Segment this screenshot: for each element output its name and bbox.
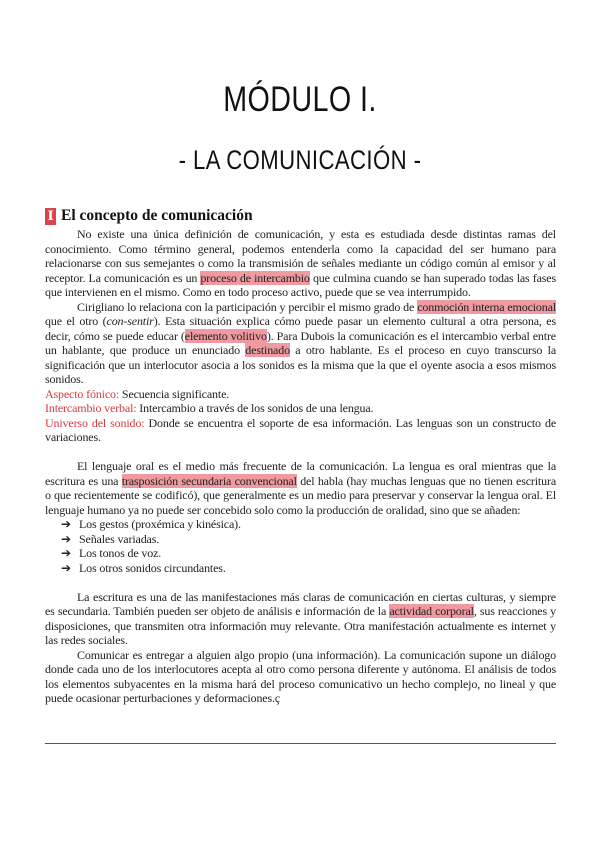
definition-text: Intercambio a través de los sonidos de una lengua. bbox=[136, 401, 374, 415]
section-title: El concepto de comunicación bbox=[61, 207, 253, 224]
list-item bbox=[61, 561, 556, 576]
arrow-icon: ➔ bbox=[61, 531, 71, 546]
highlight-trasposicion: trasposición secundaria convencional bbox=[121, 473, 297, 488]
list-item-text: Los otros sonidos circundantes. bbox=[79, 560, 226, 575]
definition-text: Secuencia significante. bbox=[119, 386, 230, 401]
list-item bbox=[61, 532, 556, 547]
definition-term: Intercambio verbal: bbox=[45, 401, 137, 415]
text-run: La escritura es una de las manifestaciones más claras de comunicación en ciertas culturas, y siempre es secundaria. También pueden ser objeto de análisis e información de la bbox=[45, 589, 556, 618]
footer-divider bbox=[45, 743, 556, 744]
list-item-text: Señales variadas. bbox=[79, 531, 160, 546]
paragraph-5: Comunicar es entregar a alguien algo propio (una información). La comunicación supone un diálogo donde cada uno de los interlocutores acepta al otro como persona diferente y autónoma. El análisis de todos los elementos subyacentes en la misma hará del proceso comunicativo un hecho complejo, no lineal y que puede ocasionar perturbaciones y deformaciones.ç bbox=[45, 647, 556, 705]
text-run: El lenguaje oral es el medio más frecuente de la comunicación. La lengua es oral mientras que la escritura es una bbox=[45, 459, 556, 488]
definition-term: Aspecto fónico: bbox=[45, 386, 120, 401]
module-subtitle: - LA COMUNICACIÓN - bbox=[178, 145, 422, 175]
arrow-icon: ➔ bbox=[61, 560, 71, 575]
spacer bbox=[45, 445, 556, 460]
text-run: que el otro ( bbox=[45, 314, 107, 328]
text-run: , sus reacciones y disposiciones, que transmiten otra información muy relevante. Otra manifestación actualmente es internet y las redes sociales. bbox=[45, 604, 556, 647]
text-run: Cirigliano lo relaciona con la participación y percibir el mismo grado de bbox=[77, 299, 418, 314]
emphasis-consentir: con-sentir bbox=[106, 314, 154, 328]
spacer bbox=[45, 575, 556, 590]
definition-3 bbox=[45, 416, 556, 445]
module-title: MÓDULO I. bbox=[223, 80, 377, 119]
highlight-conmocion: conmoción interna emocional bbox=[417, 299, 556, 314]
document-body bbox=[45, 227, 556, 706]
list-item-text: Los tonos de voz. bbox=[79, 546, 162, 560]
arrow-icon: ➔ bbox=[61, 546, 71, 560]
text-run: ). Para Dubois la comunicación es el intercambio verbal entre un hablante, que produce un enunciado bbox=[45, 328, 556, 357]
text-run: del habla (hay muchas lenguas que no tienen escritura o que recientemente se codificó), que generalmente es un medio para preservar y conservar la lengua oral. El lenguaje humano ya no puede ser concebido solo como la producción de oralidad, sino que se añaden: bbox=[45, 473, 556, 517]
list-item-text: Los gestos (proxémica y kinésica). bbox=[79, 517, 241, 531]
highlight-destinado: destinado bbox=[245, 343, 290, 357]
highlight-actividad: actividad corporal bbox=[389, 604, 474, 618]
definition-2 bbox=[45, 401, 556, 416]
paragraph-1 bbox=[45, 227, 556, 300]
section-marker: I bbox=[45, 208, 56, 225]
list-item bbox=[61, 517, 556, 532]
definition-text: Donde se encuentra el soporte de esa información. Las lenguas son un constructo de variaciones. bbox=[45, 415, 557, 444]
text-run: que culmina cuando se han superado todas las fases que intervienen en el mismo. Como en todo proceso activo, puede que se vea interrumpido. bbox=[45, 270, 556, 299]
definition-term: Universo del sonido: bbox=[45, 415, 145, 430]
definition-1 bbox=[45, 387, 556, 402]
paragraph-2 bbox=[45, 300, 556, 387]
paragraph-3 bbox=[45, 459, 556, 517]
section-heading bbox=[45, 205, 253, 227]
paragraph-4 bbox=[45, 590, 556, 648]
text-run: No existe una única definición de comunicación, y esta es estudiada desde distintas ramas del conocimiento. Como término general, podemos entenderla como la capacidad del ser humano para relacionarse con sus semejantes o como la transmisión de señales mediante un código común al emisor y al receptor. La comunicación es un bbox=[45, 227, 556, 285]
text-run: ). Esta situación explica cómo puede pasar un elemento cultural a otra persona, es decir, cómo se puede educar ( bbox=[45, 314, 556, 343]
arrow-icon: ➔ bbox=[61, 517, 71, 531]
highlight-proceso: proceso de intercambio bbox=[200, 270, 310, 285]
bullet-list bbox=[45, 517, 556, 575]
highlight-volitivo: elemento volitivo bbox=[184, 328, 267, 343]
text-run: a otro hablante. Es el proceso en cuyo transcurso la significación que un interlocutor asocia a los sonidos es la misma que la que el oyente asocia a esos mismos sonidos. bbox=[45, 343, 556, 386]
list-item bbox=[61, 546, 556, 561]
